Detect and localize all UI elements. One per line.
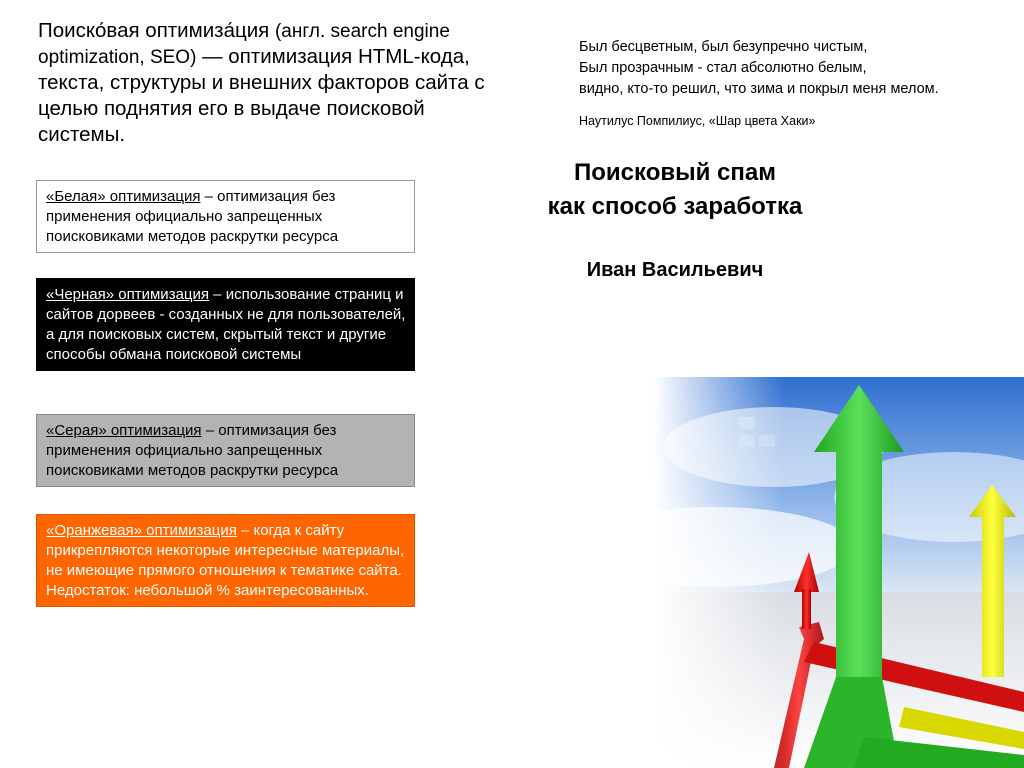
title-line-1: Поисковый спам: [574, 159, 776, 186]
white-seo-text: – оптимизация без применения официально запрещенных поисковиками методов раскрутки ресурса: [46, 188, 339, 245]
epigraph-line: видно, кто-то решил, что зима и покрыл меня мелом.: [579, 81, 939, 98]
epigraph-line: Был бесцветным, был безупречно чистым,: [579, 39, 868, 55]
intro-paragraph: [38, 18, 488, 148]
author-name: Иван Васильевич: [586, 259, 764, 281]
gray-seo-text: – оптимизация без применения официально запрещенных поисковиками методов раскрутки ресурса: [46, 422, 339, 479]
gray-seo-box: [36, 414, 415, 487]
black-seo-term: «Черная» оптимизация: [46, 286, 210, 303]
epigraph: [579, 37, 1019, 130]
epigraph-line: Был прозрачным - стал абсолютно белым,: [579, 60, 867, 77]
growth-arrows-image: [654, 377, 1024, 768]
title-line-2: как способ заработка: [547, 192, 803, 220]
slide-title: [500, 156, 850, 223]
intro-term: Поиско́вая оптимиза́ция: [38, 19, 270, 42]
intro-definition: — оптимизация HTML-кода, текста, структуры и внешних факторов сайта с целью поднятия его в выдаче поисковой системы.: [38, 45, 485, 147]
black-seo-box: [36, 278, 415, 371]
gray-seo-term: «Серая» оптимизация: [46, 422, 202, 439]
orange-seo-box: [36, 514, 415, 607]
white-seo-term: «Белая» оптимизация: [46, 188, 201, 205]
intro-paren: (англ. search engine optimization, SEO): [38, 21, 450, 69]
orange-seo-text: – когда к сайту прикрепляются некоторые интересные материалы, не имеющие прямого отношения к тематике сайта. Недостаток: небольшой % заинтересованных.: [46, 522, 405, 599]
black-seo-text: – использование страниц и сайтов дорвеев - созданных не для пользователей, а для поисковых систем, скрытый текст и другие способы обмана поисковой системы: [46, 286, 406, 363]
white-seo-box: [36, 180, 415, 253]
orange-seo-term: «Оранжевая» оптимизация: [46, 522, 237, 539]
epigraph-citation: Наутилус Помпилиус, «Шар цвета Хаки»: [579, 114, 816, 129]
